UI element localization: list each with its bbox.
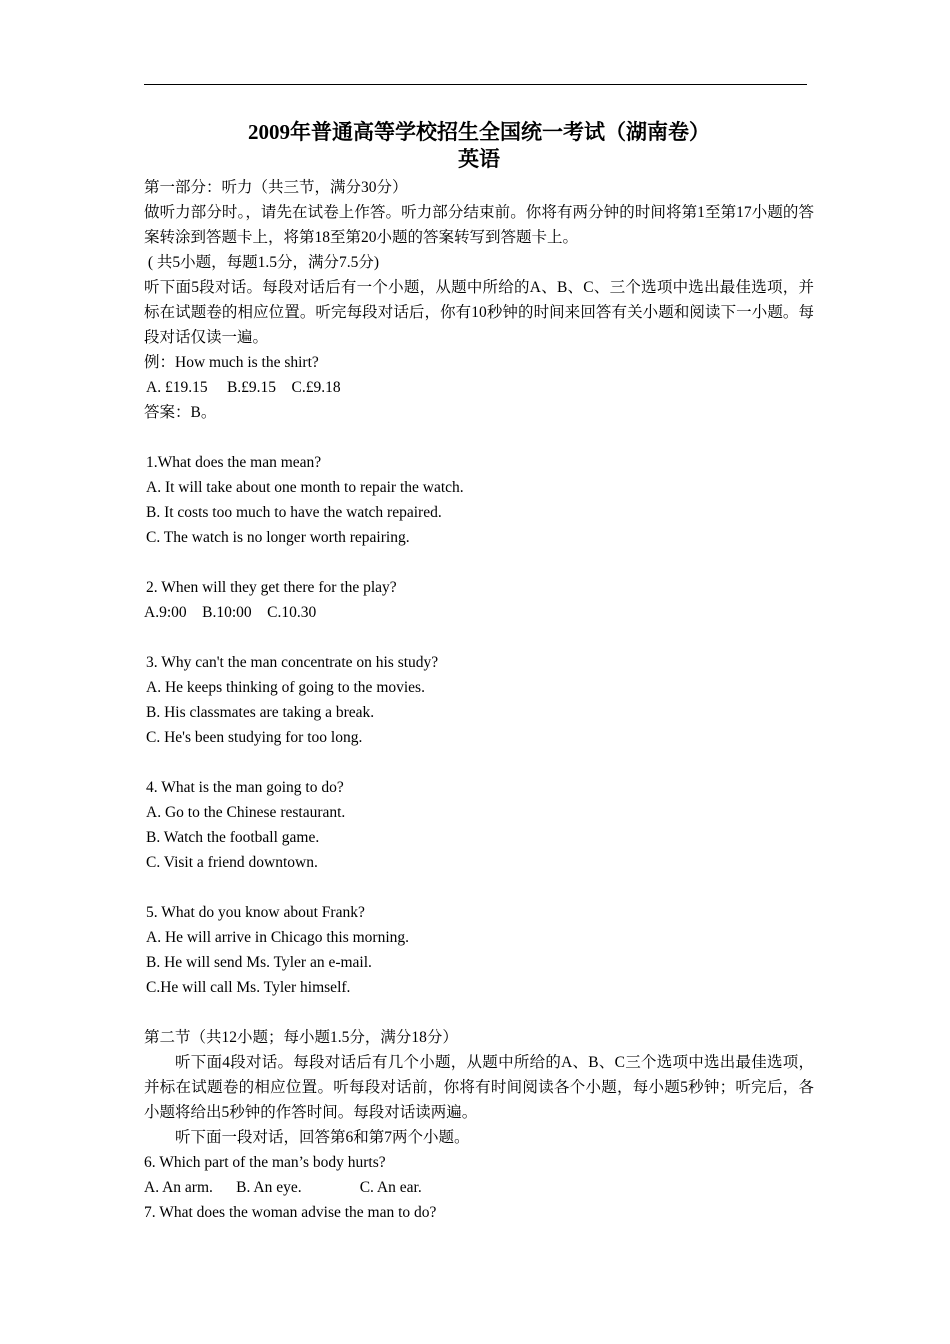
question-6-option-a: A. An arm. — [144, 1179, 213, 1196]
section1-directions: 听下面5段对话。每段对话后有一个小题，从题中所给的A、B、C、三个选项中选出最佳选项，并标在试题卷的相应位置。听完每段对话后，你有10秒钟的时间来回答有关小题和阅读下一小题。每段对话仅读一遍。 — [144, 279, 814, 346]
question-6-options — [144, 1175, 814, 1200]
question-6: 6. Which part of the man’s body hurts? — [144, 1154, 386, 1171]
question-2-options — [144, 600, 814, 625]
question-4-option-a: A. Go to the Chinese restaurant. — [146, 804, 346, 821]
question-4: 4. What is the man going to do? — [146, 779, 344, 796]
section2-sub-directions: 听下面一段对话，回答第6和第7两个小题。 — [175, 1129, 470, 1146]
question-4-option-b: B. Watch the football game. — [146, 829, 320, 846]
question-6-option-b: B. An eye. — [236, 1179, 302, 1196]
section2-directions: 听下面4段对话。每段对话后有几个小题，从题中所给的A、B、C三个选项中选出最佳选项，并标在试题卷的相应位置。听每段对话前，你将有时间阅读各个小题，每小题5秒钟；听完后，各小题将给出5秒钟的作答时间。每段对话读两遍。 — [144, 1054, 814, 1121]
question-4-option-c: C. Visit a friend downtown. — [146, 854, 318, 871]
example-option-b: B.£9.15 — [226, 379, 277, 396]
question-3-option-c: C. He's been studying for too long. — [146, 729, 363, 746]
question-3-option-b: B. His classmates are taking a break. — [146, 704, 375, 721]
question-1: 1.What does the man mean? — [146, 454, 322, 471]
part1-instructions: 做听力部分时。，请先在试卷上作答。听力部分结束前。你将有两分钟的时间将第1至第17小题的答案转涂到答题卡上，将第18至第20小题的答案转写到答题卡上。 — [144, 204, 814, 246]
part1-heading: 第一部分：听力（共三节，满分30分） — [144, 179, 408, 196]
question-5-option-b: B. He will send Ms. Tyler an e-mail. — [146, 954, 372, 971]
question-1-option-b: B. It costs too much to have the watch repaired. — [146, 504, 442, 521]
section2-heading: 第二节（共12小题；每小题1.5分，满分18分） — [144, 1029, 458, 1046]
question-3-option-a: A. He keeps thinking of going to the movies. — [146, 679, 425, 696]
question-6-option-c: C. An ear. — [359, 1179, 422, 1196]
header-rule — [144, 84, 807, 85]
question-5: 5. What do you know about Frank? — [146, 904, 365, 921]
exam-title: 2009年普通高等学校招生全国统一考试（湖南卷） — [248, 120, 710, 144]
question-1-option-a: A. It will take about one month to repair the watch. — [146, 479, 464, 496]
question-2-option-a: A.9:00 — [144, 604, 187, 621]
question-1-option-c: C. The watch is no longer worth repairing. — [146, 529, 410, 546]
question-2-option-c: C.10.30 — [267, 604, 317, 621]
example-option-c: C.£9.18 — [291, 379, 341, 396]
question-2-option-b: B.10:00 — [202, 604, 252, 621]
section1-note: ( 共5小题，每题1.5分，满分7.5分) — [144, 254, 380, 271]
exam-subject: 英语 — [458, 147, 500, 171]
question-3: 3. Why can't the man concentrate on his study? — [146, 654, 439, 671]
question-5-option-c: C.He will call Ms. Tyler himself. — [146, 979, 351, 996]
exam-document — [144, 119, 814, 1225]
example-options — [144, 375, 814, 400]
example-option-a: A. £19.15 — [146, 379, 208, 396]
example-answer: 答案：B。 — [144, 404, 217, 421]
question-5-option-a: A. He will arrive in Chicago this morning. — [146, 929, 410, 946]
question-2: 2. When will they get there for the play? — [146, 579, 397, 596]
question-7: 7. What does the woman advise the man to do? — [144, 1204, 437, 1221]
example-question: 例：How much is the shirt? — [144, 354, 319, 371]
